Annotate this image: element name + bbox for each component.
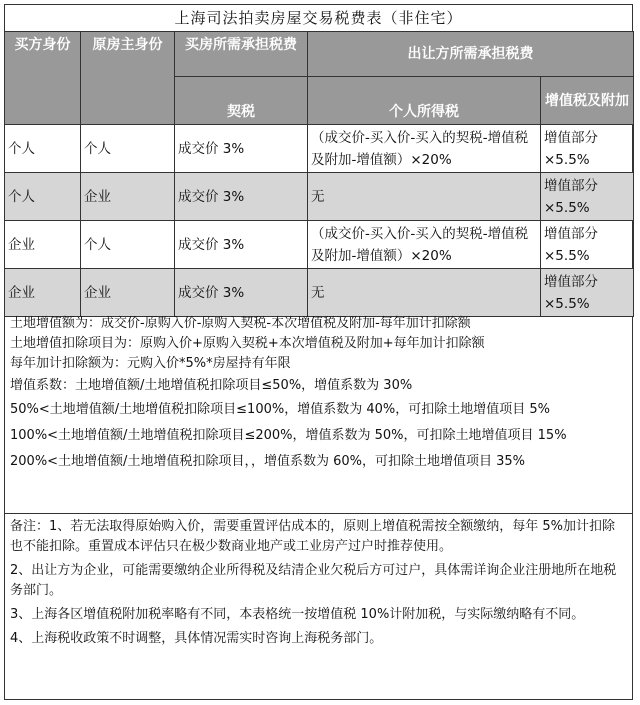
note-item: 3、上海各区增值税附加税率略有不同，本表格统一按增值税 10%计附加税，与实际缴纳略有不同。 (10, 607, 585, 622)
cell-deed-tax: 成交价 3% (175, 269, 308, 317)
land-vat-line: 土地增值扣除项目为：原购入价+原购入契税+本次增值税及附加+每年加计扣除额 (10, 336, 485, 351)
cell-deed-tax: 成交价 3% (175, 173, 308, 221)
note-item: 备注：1、若无法取得原始购入价，需要重置评估成本的，原则上增值税需按全额缴纳，每年 5%加计扣除也不能扣除。重置成本评估只在极少数商业地产或工业房产过户时推荐使用。 (10, 519, 616, 554)
header-owner-identity: 原房主身份 (81, 32, 175, 125)
land-vat-line: 每年加计扣除额为：元购入价*5%*房屋持有年限 (10, 356, 291, 371)
cell-income-tax: 无 (308, 269, 541, 317)
cell-vat: 增值部分×5.5% (541, 221, 634, 269)
land-vat-section (4, 313, 633, 473)
table-row (5, 173, 634, 221)
cell-owner: 个人 (81, 221, 175, 269)
land-vat-line: 200%<土地增值额/土地增值税扣除项目，，增值系数为 60%，可扣除土地增值项目 35% (10, 454, 525, 469)
cell-buyer: 个人 (5, 173, 81, 221)
cell-income-tax: （成交价-买入价-买入的契税-增值税及附加-增值额）×20% (308, 221, 541, 269)
land-vat-line: 增值系数：土地增值额/土地增值税扣除项目≤50%，增值系数为 30% (10, 378, 413, 393)
page-title: 上海司法拍卖房屋交易税费表（非住宅） (4, 4, 633, 32)
table-row (5, 221, 634, 269)
cell-income-tax: 无 (308, 173, 541, 221)
notes-section (4, 516, 633, 650)
cell-buyer: 企业 (5, 221, 81, 269)
land-vat-line: 土地增值额为：成交价-原购入价-原购入契税-本次增值税及附加-每年加计扣除额 (10, 316, 471, 331)
cell-buyer: 个人 (5, 125, 81, 173)
cell-owner: 企业 (81, 269, 175, 317)
note-item: 2、出让方为企业，可能需要缴纳企业所得税及结清企业欠税后方可过户，具体需详询企业注册地所在地税务部门。 (10, 563, 617, 598)
cell-vat: 增值部分×5.5% (541, 125, 634, 173)
table-row (5, 269, 634, 317)
land-vat-line: 50%<土地增值额/土地增值税扣除项目≤100%，增值系数为 40%，可扣除土地增值项目 5% (10, 402, 551, 417)
header-vat: 增值税及附加 (541, 77, 634, 125)
cell-deed-tax: 成交价 3% (175, 125, 308, 173)
cell-buyer: 企业 (5, 269, 81, 317)
cell-deed-tax: 成交价 3% (175, 221, 308, 269)
land-vat-line: 100%<土地增值额/土地增值税扣除项目≤200%，增值系数为 50%，可扣除土地增值项目 15% (10, 428, 567, 443)
table-row (5, 125, 634, 173)
cell-income-tax: （成交价-买入价-买入的契税-增值税及附加-增值额）×20% (308, 125, 541, 173)
header-buyer-identity: 买方身份 (5, 32, 81, 125)
cell-owner: 企业 (81, 173, 175, 221)
header-seller-tax: 出让方所需承担税费 (308, 32, 634, 77)
header-income-tax: 个人所得税 (308, 77, 541, 125)
section-divider (4, 513, 633, 514)
tax-table (4, 31, 634, 317)
note-item: 4、上海税收政策不时调整，具体情况需实时咨询上海税务部门。 (10, 631, 383, 646)
cell-owner: 个人 (81, 125, 175, 173)
header-deed-tax: 契税 (175, 77, 308, 125)
cell-vat: 增值部分×5.5% (541, 269, 634, 317)
header-buyer-tax: 买房所需承担税费 (175, 32, 308, 77)
cell-vat: 增值部分×5.5% (541, 173, 634, 221)
